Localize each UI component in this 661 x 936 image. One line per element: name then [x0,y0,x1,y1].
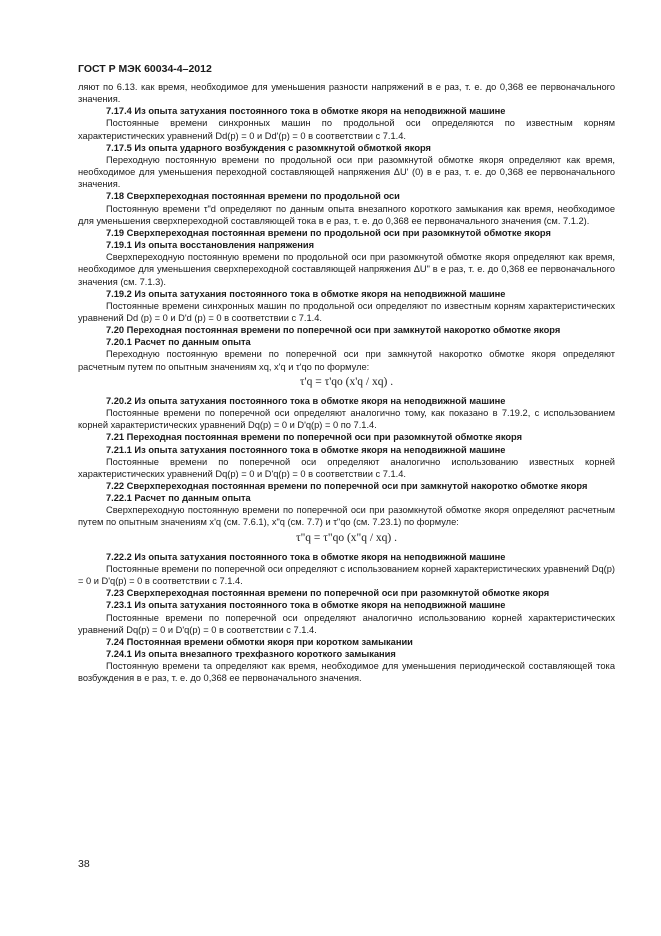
body-paragraph: Постоянную времени τ"d определяют по данным опыта внезапного короткого замыкания как время, необходимое для уменьшения сверхпереходной составляющей тока в е раз, т. е. до 0,368 ее первоначального значения (см. 7.1.2). [78,203,615,226]
section-heading: 7.20 Переходная постоянная времени по поперечной оси при замкнутой накоротко обмотке якоря [106,325,561,336]
body-paragraph: Постоянные времени по поперечной оси определяют аналогично тому, как показано в 7.19.2, с использованием корней характеристических уравнений Dq(p) = 0 и D'q(p) = 0 по 7.1.4. [78,408,615,431]
body-paragraph: Постоянные времени синхронных машин по продольной оси определяются по известным корням характеристических уравнений Dd(p) = 0 и Dd'(p) = 0 в соответствии с 7.1.4. [78,118,615,141]
body-paragraph: Постоянные времени по поперечной оси определяют с использованием корней характеристических уравнений Dq(p) = 0 и D'q(p) = 0 в соответствии с 7.1.4. [78,563,615,587]
body-paragraph: Сверхпереходную постоянную времени по поперечной оси при разомкнутой обмотке якоря определяют расчетным путем по опытным значениям x'q (см. 7.6.1), x"q (см. 7.7) и τ"qo (см. 7.23.1) по формуле: [78,505,615,528]
body-paragraph: ляют по 6.13. как время, необходимое для уменьшения разности напряжений в е раз, т. е. до 0,368 ее первоначального значения. [78,82,615,105]
body-paragraph: Сверхпереходную постоянную времени по продольной оси при разомкнутой обмотке якоря определяют как время, необходимое для уменьшения сверхпереходной составляющей напряжения ΔU" в е раз, т. е. до 0,368 ее первоначального значения (см. 7.1.3). [78,252,615,287]
section-heading: 7.24 Постоянная времени обмотки якоря при коротком замыкании [106,636,413,647]
body-paragraph: Постоянные времени синхронных машин по продольной оси определяют по известным корням характеристических уравнений Dd (p) = 0 и D'd (p) = 0 в соответствии с 7.1.4. [78,300,615,323]
body-paragraph: Постоянные времени по поперечной оси определяют аналогично использованию корней характеристических уравнений Dq(p) = 0 и D'q(p) = 0 в соответствии с 7.1.4. [78,612,615,635]
body-paragraph: Переходную постоянную времени по поперечной оси при замкнутой накоротко обмотке якоря определяют расчетным путем по опытным значениям xq, x'q и τ'qo по формуле: [78,349,615,372]
document-body [78,81,615,685]
section-heading: 7.21.1 Из опыта затухания постоянного тока в обмотке якоря на неподвижной машине [106,444,506,455]
section-heading: 7.22 Сверхпереходная постоянная времени по поперечной оси при замкнутой накоротко обмотке якоря [106,481,588,491]
section-heading: 7.21 Переходная постоянная времени по поперечной оси при разомкнутой обмотке якоря [106,432,523,443]
formula: τ'q = τ'qo (x'q / xq) . [299,375,394,388]
section-heading: 7.19.1 Из опыта восстановления напряжения [106,240,315,251]
page-number: 38 [78,858,90,870]
body-paragraph: Постоянную времени τa определяют как время, необходимое для уменьшения периодической составляющей тока возбуждения в е раз, т. е. до 0,368 ее первоначального значения. [78,661,615,684]
section-heading: 7.22.2 Из опыта затухания постоянного тока в обмотке якоря на неподвижной машине [106,551,506,562]
body-paragraph: Постоянные времени по поперечной оси определяют аналогично использованию известных корней характеристических уравнений Dq(p) = 0 и D'q(p) = 0 в соответствии с 7.1.4. [78,456,615,479]
document-header: ГОСТ Р МЭК 60034-4–2012 [78,63,212,75]
section-heading: 7.20.1 Расчет по данным опыта [106,337,251,348]
section-heading: 7.17.5 Из опыта ударного возбуждения с разомкнутой обмоткой якоря [106,142,431,153]
formula: τ"q = τ"qo (x"q / xq) . [295,531,398,544]
section-heading: 7.24.1 Из опыта внезапного трехфазного короткого замыкания [106,649,396,660]
section-heading: 7.17.4 Из опыта затухания постоянного тока в обмотке якоря на неподвижной машине [106,106,506,117]
section-heading: 7.20.2 Из опыта затухания постоянного тока в обмотке якоря на неподвижной машине [106,395,506,406]
section-heading: 7.19.2 Из опыта затухания постоянного тока в обмотке якоря на неподвижной машине [106,288,506,299]
section-heading: 7.18 Сверхпереходная постоянная времени по продольной оси [106,191,400,202]
section-heading: 7.22.1 Расчет по данным опыта [106,493,251,504]
section-heading: 7.23 Сверхпереходная постоянная времени по поперечной оси при разомкнутой обмотке якоря [106,588,550,599]
body-paragraph: Переходную постоянную времени по продольной оси при разомкнутой обмотке якоря определяют как время, необходимое для уменьшения переходной составляющей напряжения ΔU' (0) в е раз, т. е. до 0,368 ее первоначального значения. [78,154,615,190]
section-heading: 7.23.1 Из опыта затухания постоянного тока в обмотке якоря на неподвижной машине [106,600,506,611]
section-heading: 7.19 Сверхпереходная постоянная времени по продольной оси при разомкнутой обмотке якоря [106,227,551,238]
